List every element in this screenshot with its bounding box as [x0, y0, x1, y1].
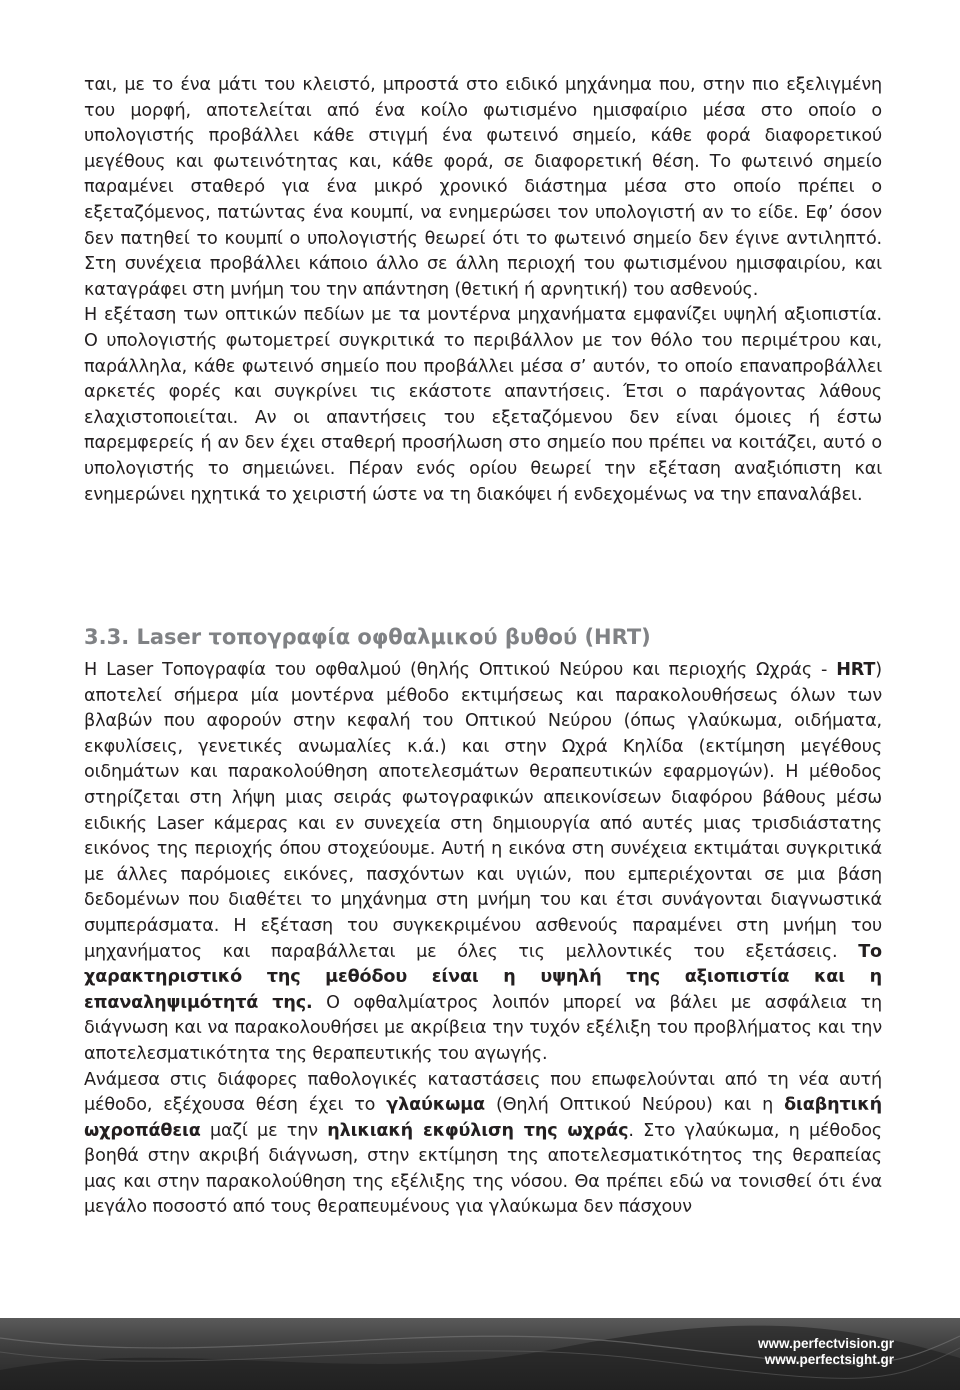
- bold-diabetic-maculopathy: διαβητική ωχροπάθεια: [84, 1095, 882, 1141]
- visual-field-text-block: [84, 73, 882, 508]
- bold-amd: ηλικιακή εκφύλιση της ωχράς: [327, 1120, 629, 1141]
- text-span: (Θηλή Οπτικού Νεύρου) και η: [485, 1095, 785, 1116]
- text-span: Η Laser Τοπογραφία του οφθαλμού (θηλής Οπτικού Νεύρου και περιοχής Ωχράς -: [84, 660, 837, 680]
- text-span: μαζί με την: [200, 1120, 328, 1141]
- website-link-perfectsight[interactable]: www.perfectsight.gr: [764, 1352, 894, 1367]
- text-span: . Στο γλαύκωμα, η μέθοδος βοηθά στην ακριβή διάγνωση, στην εκτίμηση της αποτελεσματικότητος της θεραπείας μας και στην παρακολούθηση της εξέλιξης της νόσου. Θα πρέπει εδώ να τονισθεί ότι ένα μεγάλο ποσοστό από τους θεραπευμένους για γλαύκωμα δεν πάσχουν: [84, 1120, 882, 1218]
- text-span: Ανάμεσα στις διάφορες παθολογικές καταστάσεις που επωφελούνται από τη νέα αυτή μέθοδο, εξέχουσα θέση έχει το: [84, 1069, 882, 1116]
- footer-links: [758, 1336, 894, 1368]
- paragraph-hrt-method: [84, 658, 882, 1068]
- text-span: ) αποτελεί σήμερα μία μοντέρνα μέθοδο εκτιμήσεως και παρακολουθήσεως όλων των βλαβών που αφορούν στην κεφαλή του Οπτικού Νεύρου (όπως γλαύκωμα, οιδήματα, εκφυλίσεις, γενετικές ανωμαλίες κ.ά.) και στην Ωχρά Κηλίδα (εκτίμηση μεγέθους οιδημάτων και παρακολούθηση αποτελεσμάτων θεραπευτικών εφαρμογών). Η μέθοδος στηρίζεται στη λήψη μιας σειράς φωτογραφικών απεικονίσεων διαφόρου βάθους μέσω ειδικής Laser κάμερας και εν συνεχεία στη δημιουργία από αυτές μιας τρισδιάστατης εικόνος της περιοχής όπου στοχεύουμε. Αυτή η εικόνα στη συνέχεια εκτιμάται συγκριτικά με άλλες παρόμοιες εικόνες, πασχόντων και υγιών, που εμπεριέχονται σε μια βάση δεδομένων που διαθέτει το μηχάνημα στη μνήμη του και έτσι συνάγονται διαγνωστικά συμπεράσματα. Η εξέταση του συγκεκριμένου ασθενούς παραμένει στη μνήμη του μηχανήματος και παραβάλλεται με όλες τις μελλοντικές του εξετάσεις.: [84, 660, 882, 962]
- website-link-perfectvision[interactable]: www.perfectvision.gr: [757, 1336, 894, 1351]
- hrt-text-block: [84, 658, 882, 1221]
- bold-hrt: HRT: [836, 660, 876, 680]
- bold-glaucoma: γλαύκωμα: [386, 1095, 485, 1116]
- text-span: Ο οφθαλμίατρος λοιπόν μπορεί να βάλει με ασφάλεια τη διάγνωση και να παρακολουθήσει με ακρίβεια την τυχόν εξέλιξη του προβλήματος και την αποτελεσματικότητα της θεραπευτικής του αγωγής.: [84, 992, 882, 1064]
- paragraph-perimetry-procedure: ται, με το ένα μάτι του κλειστό, μπροστά στο ειδικό μηχάνημα που, στην πιο εξελιγμένη του μορφή, αποτελείται από ένα κοίλο φωτισμένο ημισφαίριο μέσα στο οποίο ο υπολογιστής προβάλλει κάθε στιγμή ένα φωτεινό σημείο, κάθε φορά διαφορετικού μεγέθους και φωτεινότητας και, κάθε φορά, σε διαφορετική θέση. Το φωτεινό σημείο παραμένει σταθερό για ένα μικρό χρονικό διάστημα μέσα στο οποίο πρέπει ο εξεταζόμενος, πατώντας ένα κουμπί, να ενημερώσει τον υπολογιστή αν το είδε. Εφ’ όσον δεν πατηθεί το κουμπί ο υπολογιστής θεωρεί ότι το φωτεινό σημείο δεν έγινε αντιληπτό. Στη συνέχεια προβάλλει κάποιο άλλο σε άλλη περιοχή του φωτισμένου ημισφαιρίου, και καταγράφει στη μνήμη του την απάντηση (θετική ή αρνητική) του ασθενούς.: [84, 75, 882, 300]
- paragraph-perimetry-reliability: Η εξέταση των οπτικών πεδίων με τα μοντέρνα μηχανήματα εμφανίζει υψηλή αξιοπιστία. Ο υπολογιστής φωτομετρεί συγκριτικά το περιβάλλον με τον θόλο του περιμέτρου και, παράλληλα, κάθε φωτεινό σημείο που προβάλλει μέσα σ’ αυτόν, το οποίο επαναπροβάλλει αρκετές φορές και συγκρίνει τις εκάστοτε απαντήσεις. Έτσι ο παράγοντας λάθους ελαχιστοποιείται. Αν οι απαντήσεις του εξεταζόμενου δεν είναι όμοιες ή έστω παρεμφερείς ή αν δεν έχει σταθερή προσήλωση στο σημείο που πρέπει να κοιτάζει, αυτό ο υπολογιστής το σημειώνει. Πέραν ενός ορίου θεωρεί την εξέταση αναξιόπιστη και ενημερώνει ηχητικά το χειριστή ώστε να τη διακόψει ή ενδεχομένως να την επαναλάβει.: [84, 305, 882, 505]
- paragraph-hrt-conditions: [84, 1068, 882, 1222]
- section-heading-hrt: 3.3. Laser τοπογραφία οφθαλμικού βυθού (HRT): [84, 625, 651, 649]
- bold-key-feature: Το χαρακτηριστικό της μεθόδου είναι η υψηλή της αξιοπιστία και η επαναληψιμότητά της.: [84, 941, 882, 1013]
